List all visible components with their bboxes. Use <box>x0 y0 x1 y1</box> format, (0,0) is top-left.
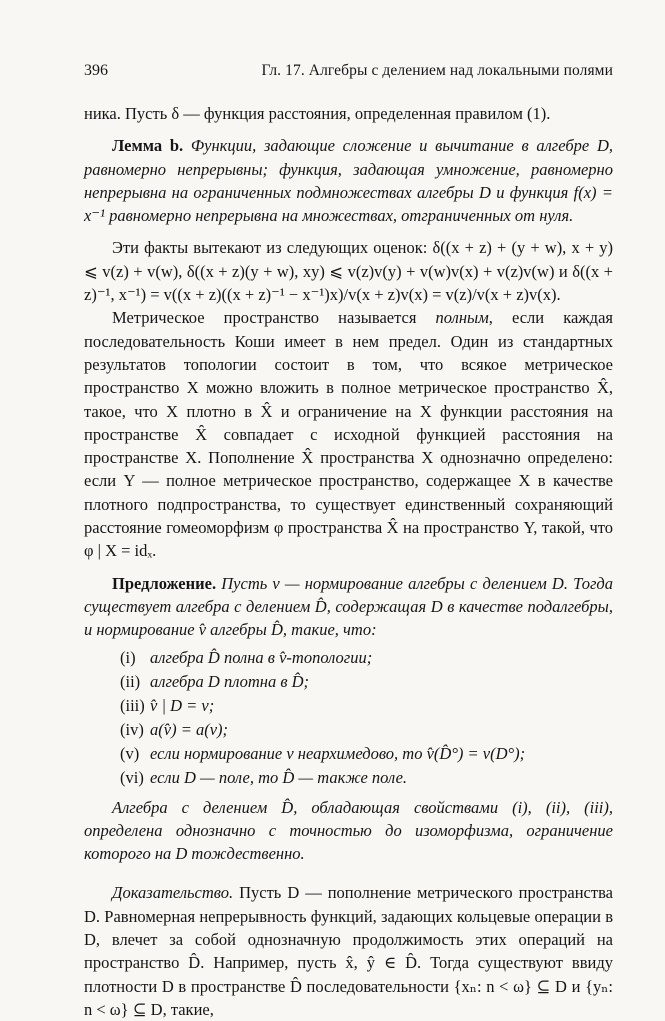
running-title: Гл. 17. Алгебры с делением над локальными полями <box>261 62 613 79</box>
list-item <box>120 694 613 718</box>
list-item-text: алгебра D плотна в D̂; <box>150 671 310 691</box>
list-item-text: если D — поле, то D̂ — также поле. <box>150 767 408 787</box>
list-item-text: a(v̂) = a(v); <box>150 719 229 739</box>
list-item-number: (vi) <box>120 767 144 787</box>
lemma-paragraph <box>84 134 613 227</box>
list-item <box>120 670 613 694</box>
list-item <box>120 766 613 790</box>
paragraph-continuation: ника. Пусть δ — функция расстояния, определенная правилом (1). <box>84 104 551 123</box>
list-item-number: (ii) <box>120 671 141 691</box>
metric-text-start: Метрическое пространство называется <box>112 308 436 328</box>
list-item <box>120 742 613 766</box>
metric-text-rest: , если каждая последовательность Коши имеет в нем предел. Один из стандартных результатов топологии состоит в том, что всякое метрическое пространство X можно вложить в полное метрическое пространство X̂, такое, что X плотно в X̂ и ограничение на X функции расстояния на пространстве X̂ совпадает с исходной функцией расстояния на пространстве X. Пополнение X̂ пространства X однозначно определено: если Y — полное метрическое пространство, содержащее X в качестве плотного подпространства, то существует единственный сохраняющий расстояние гомеоморфизм φ пространства X̂ на пространство Y, такой, что φ | X = idₓ. <box>84 308 613 561</box>
page-body <box>84 102 613 1021</box>
list-item-text: если нормирование v неархимедово, то v̂(D̂°) = v(D°); <box>150 743 526 763</box>
list-item-text: v̂ | D = v; <box>150 695 215 715</box>
uniqueness-paragraph: Алгебра с делением D̂, обладающая свойствами (i), (ii), (iii), определена однозначно с точностью до изоморфизма, ограничение которого на D тождественно. <box>84 797 613 864</box>
lemma-label: Лемма b. <box>112 136 184 156</box>
proof-text: Пусть D — пополнение метрического пространства D. Равномерная непрерывность функций, задающих кольцевые операции в D, влечет за собой однозначную продолжимость этих операций на пространство D̂. Например, пусть x̂, ŷ ∈ D̂. Тогда существуют ввиду плотности D в пространстве D̂ последовательности {xₙ: n < ω} ⊆ D и {yₙ: n < ω} ⊆ D, такие, <box>84 883 613 1019</box>
list-item-number: (v) <box>120 743 140 763</box>
metric-term: полным <box>435 308 489 328</box>
page-header <box>84 62 613 80</box>
list-item <box>120 646 613 670</box>
estimates-paragraph: Эти факты вытекают из следующих оценок: δ((x + z) + (y + w), x + y) ⩽ v(z) + v(w), δ((x + z)(y + w), xy) ⩽ v(z)v(y) + v(w)v(x) + v(z)v(w) и δ((x + z)⁻¹, x⁻¹) = v((x + z)((x + z)⁻¹ − x⁻¹)x)/v(x + z)v(x) = v(z)/v(x + z)v(x). <box>84 238 613 305</box>
lemma-statement: Функции, задающие сложение и вычитание в алгебре D, равномерно непрерывны; функция, задающая умножение, равномерно непрерывна на ограниченных подмножествах алгебры D и функция f(x) = x⁻¹ равномерно непрерывна на множествах, отграниченных от нуля. <box>84 136 613 226</box>
list-item <box>120 718 613 742</box>
proposition-label: Предложение. <box>112 573 217 593</box>
proof-paragraph <box>84 881 613 1021</box>
list-item-number: (iv) <box>120 719 144 739</box>
list-item-number: (i) <box>120 647 136 667</box>
list-item-text: алгебра D̂ полна в v̂-топологии; <box>150 647 373 667</box>
property-list <box>84 646 613 790</box>
proof-label: Доказательство. <box>112 883 234 903</box>
metric-paragraph <box>84 306 613 562</box>
page-number: 396 <box>84 62 108 79</box>
proposition-statement: Пусть v — нормирование алгебры с делением D. Тогда существует алгебра с делением D̂, содержащая D в качестве подалгебры, и нормирование v̂ алгебры D̂, такие, что: <box>84 573 613 640</box>
list-item-number: (iii) <box>120 695 145 715</box>
proposition-paragraph <box>84 572 613 642</box>
